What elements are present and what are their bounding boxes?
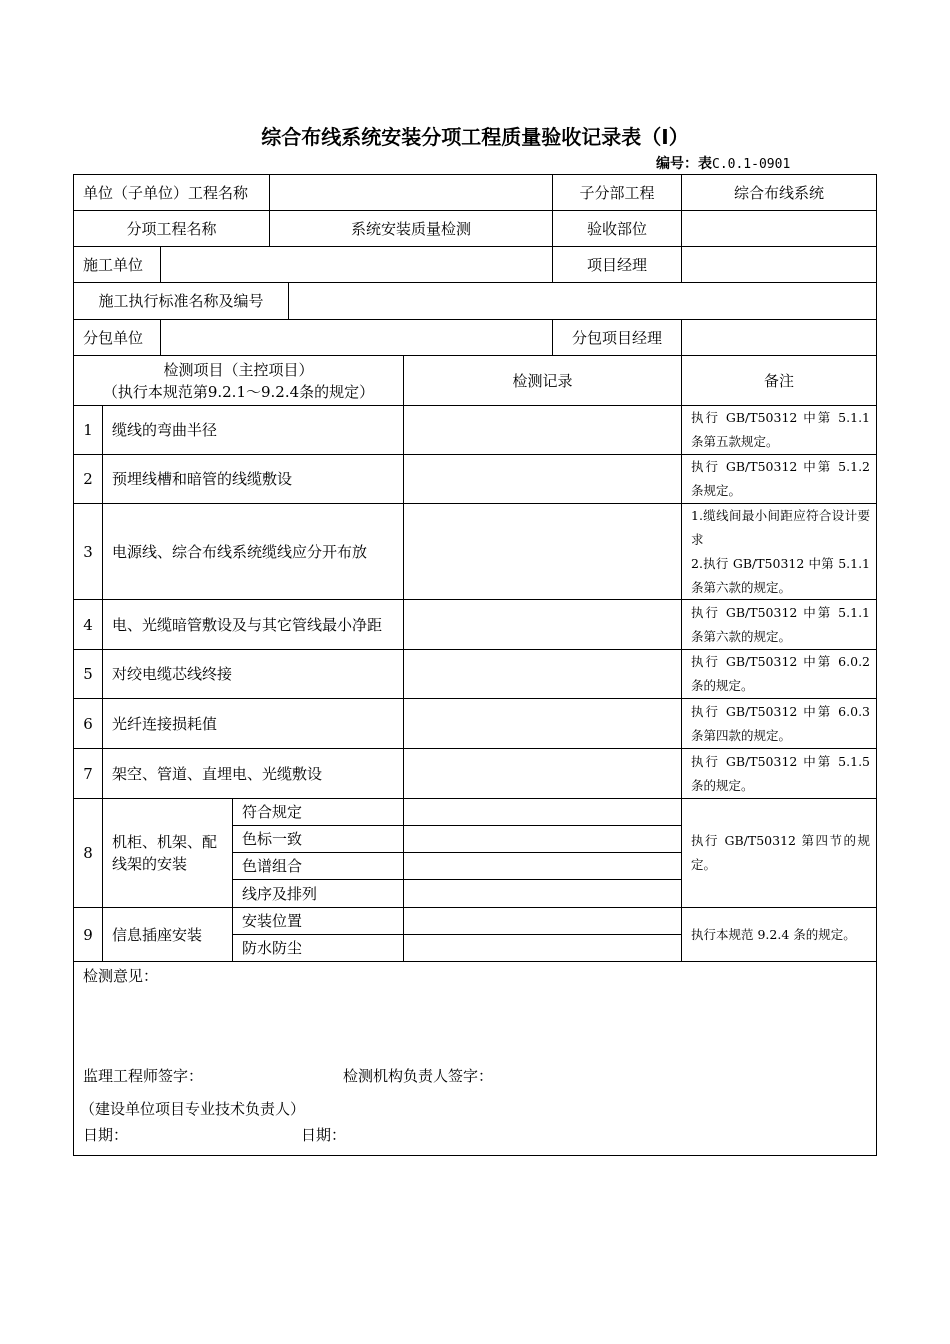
form-code-value: C.0.1-0901 (712, 157, 791, 172)
row-5-remark: 执行 GB/T50312 中第 6.0.2 条的规定。 (681, 649, 877, 699)
row-6-remark: 执行 GB/T50312 中第 6.0.3 条第四款的规定。 (681, 698, 877, 749)
accept-part-value[interactable] (681, 210, 877, 247)
row-8-no: 8 (73, 798, 103, 908)
standard-label: 施工执行标准名称及编号 (73, 282, 289, 320)
row-9-no: 9 (73, 907, 103, 962)
subcontract-value[interactable] (160, 319, 553, 356)
subcontract-manager-value[interactable] (681, 319, 877, 356)
construction-unit-value[interactable] (160, 246, 553, 283)
project-manager-label: 项目经理 (552, 246, 682, 283)
row-3-item: 电源线、综合布线系统缆线应分开布放 (102, 503, 404, 600)
row-8-record-2[interactable] (403, 825, 682, 853)
agency-sign-label: 检测机构负责人签字： (343, 1067, 494, 1085)
row-5-record[interactable] (403, 649, 682, 699)
row-1-item: 缆线的弯曲半径 (102, 405, 404, 455)
unit-value[interactable] (269, 174, 553, 211)
row-3-record[interactable] (403, 503, 682, 600)
row-3-no: 3 (73, 503, 103, 600)
row-4-record[interactable] (403, 599, 682, 650)
row-8-record-4[interactable] (403, 879, 682, 908)
row-8-record-3[interactable] (403, 852, 682, 880)
subcontract-label: 分包单位 (73, 319, 161, 356)
row-4-remark: 执行 GB/T50312 中第 5.1.1 条第六款的规定。 (681, 599, 877, 650)
unit-label: 单位（子单位）工程名称 (73, 174, 270, 211)
row-8-sub-4: 线序及排列 (232, 879, 404, 908)
row-8-remark: 执行 GB/T50312 第四节的规定。 (681, 798, 877, 908)
row-1-no: 1 (73, 405, 103, 455)
opinion-label: 检测意见： (83, 967, 159, 985)
project-manager-value[interactable] (681, 246, 877, 283)
row-9-sub-2: 防水防尘 (232, 934, 404, 962)
row-7-no: 7 (73, 748, 103, 799)
items-header-line2: （执行本规范第9.2.1～9.2.4条的规定） (102, 382, 375, 401)
subdivision-label: 子分部工程 (552, 174, 682, 211)
record-header: 检测记录 (403, 355, 682, 406)
row-8-sub-2: 色标一致 (232, 825, 404, 853)
row-9-item: 信息插座安装 (102, 907, 233, 962)
row-5-no: 5 (73, 649, 103, 699)
row-2-no: 2 (73, 454, 103, 504)
construction-unit-label: 施工单位 (73, 246, 161, 283)
row-7-record[interactable] (403, 748, 682, 799)
subitem-value[interactable]: 系统安装质量检测 (269, 210, 553, 247)
row-8-sub-3: 色谱组合 (232, 852, 404, 880)
accept-part-label: 验收部位 (552, 210, 682, 247)
row-9-record-2[interactable] (403, 934, 682, 962)
standard-value[interactable] (288, 282, 877, 320)
remark-header: 备注 (681, 355, 877, 406)
form-code-label: 编号：表 (656, 156, 712, 172)
row-2-item: 预埋线槽和暗管的线缆敷设 (102, 454, 404, 504)
row-9-sub-1: 安装位置 (232, 907, 404, 935)
page-title: 综合布线系统安装分项工程质量验收记录表（Ⅰ） (261, 125, 689, 149)
form-code (656, 153, 790, 173)
supervisor-sign-label: 监理工程师签字： (83, 1067, 204, 1085)
row-1-record[interactable] (403, 405, 682, 455)
row-1-remark: 执行 GB/T50312 中第 5.1.1 条第五款规定。 (681, 405, 877, 455)
subdivision-value[interactable]: 综合布线系统 (681, 174, 877, 211)
row-7-remark: 执行 GB/T50312 中第 5.1.5 条的规定。 (681, 748, 877, 799)
row-4-item: 电、光缆暗管敷设及与其它管线最小净距 (102, 599, 404, 650)
row-6-no: 6 (73, 698, 103, 749)
items-header-line1: 检测项目（主控项目） (163, 360, 314, 379)
row-8-item: 机柜、机架、配线架的安装 (102, 798, 233, 908)
subcontract-manager-label: 分包项目经理 (552, 319, 682, 356)
row-3-remark: 1.缆线间最小间距应符合设计要求 2.执行 GB/T50312 中第 5.1.1 条第六款的规定。 (681, 503, 877, 600)
items-header (73, 355, 404, 406)
row-6-item: 光纤连接损耗值 (102, 698, 404, 749)
row-5-item: 对绞电缆芯线终接 (102, 649, 404, 699)
opinion-section[interactable] (73, 961, 877, 1156)
row-2-record[interactable] (403, 454, 682, 504)
row-9-record-1[interactable] (403, 907, 682, 935)
date-label-1: 日期： (83, 1126, 129, 1144)
date-label-2: 日期： (301, 1126, 347, 1144)
row-8-record-1[interactable] (403, 798, 682, 826)
row-9-remark: 执行本规范 9.2.4 条的规定。 (681, 907, 877, 962)
row-7-item: 架空、管道、直埋电、光缆敷设 (102, 748, 404, 799)
row-6-record[interactable] (403, 698, 682, 749)
row-2-remark: 执行 GB/T50312 中第 5.1.2 条规定。 (681, 454, 877, 504)
row-8-sub-1: 符合规定 (232, 798, 404, 826)
owner-note: （建设单位项目专业技术负责人） (80, 1100, 306, 1118)
subitem-label: 分项工程名称 (73, 210, 270, 247)
row-4-no: 4 (73, 599, 103, 650)
